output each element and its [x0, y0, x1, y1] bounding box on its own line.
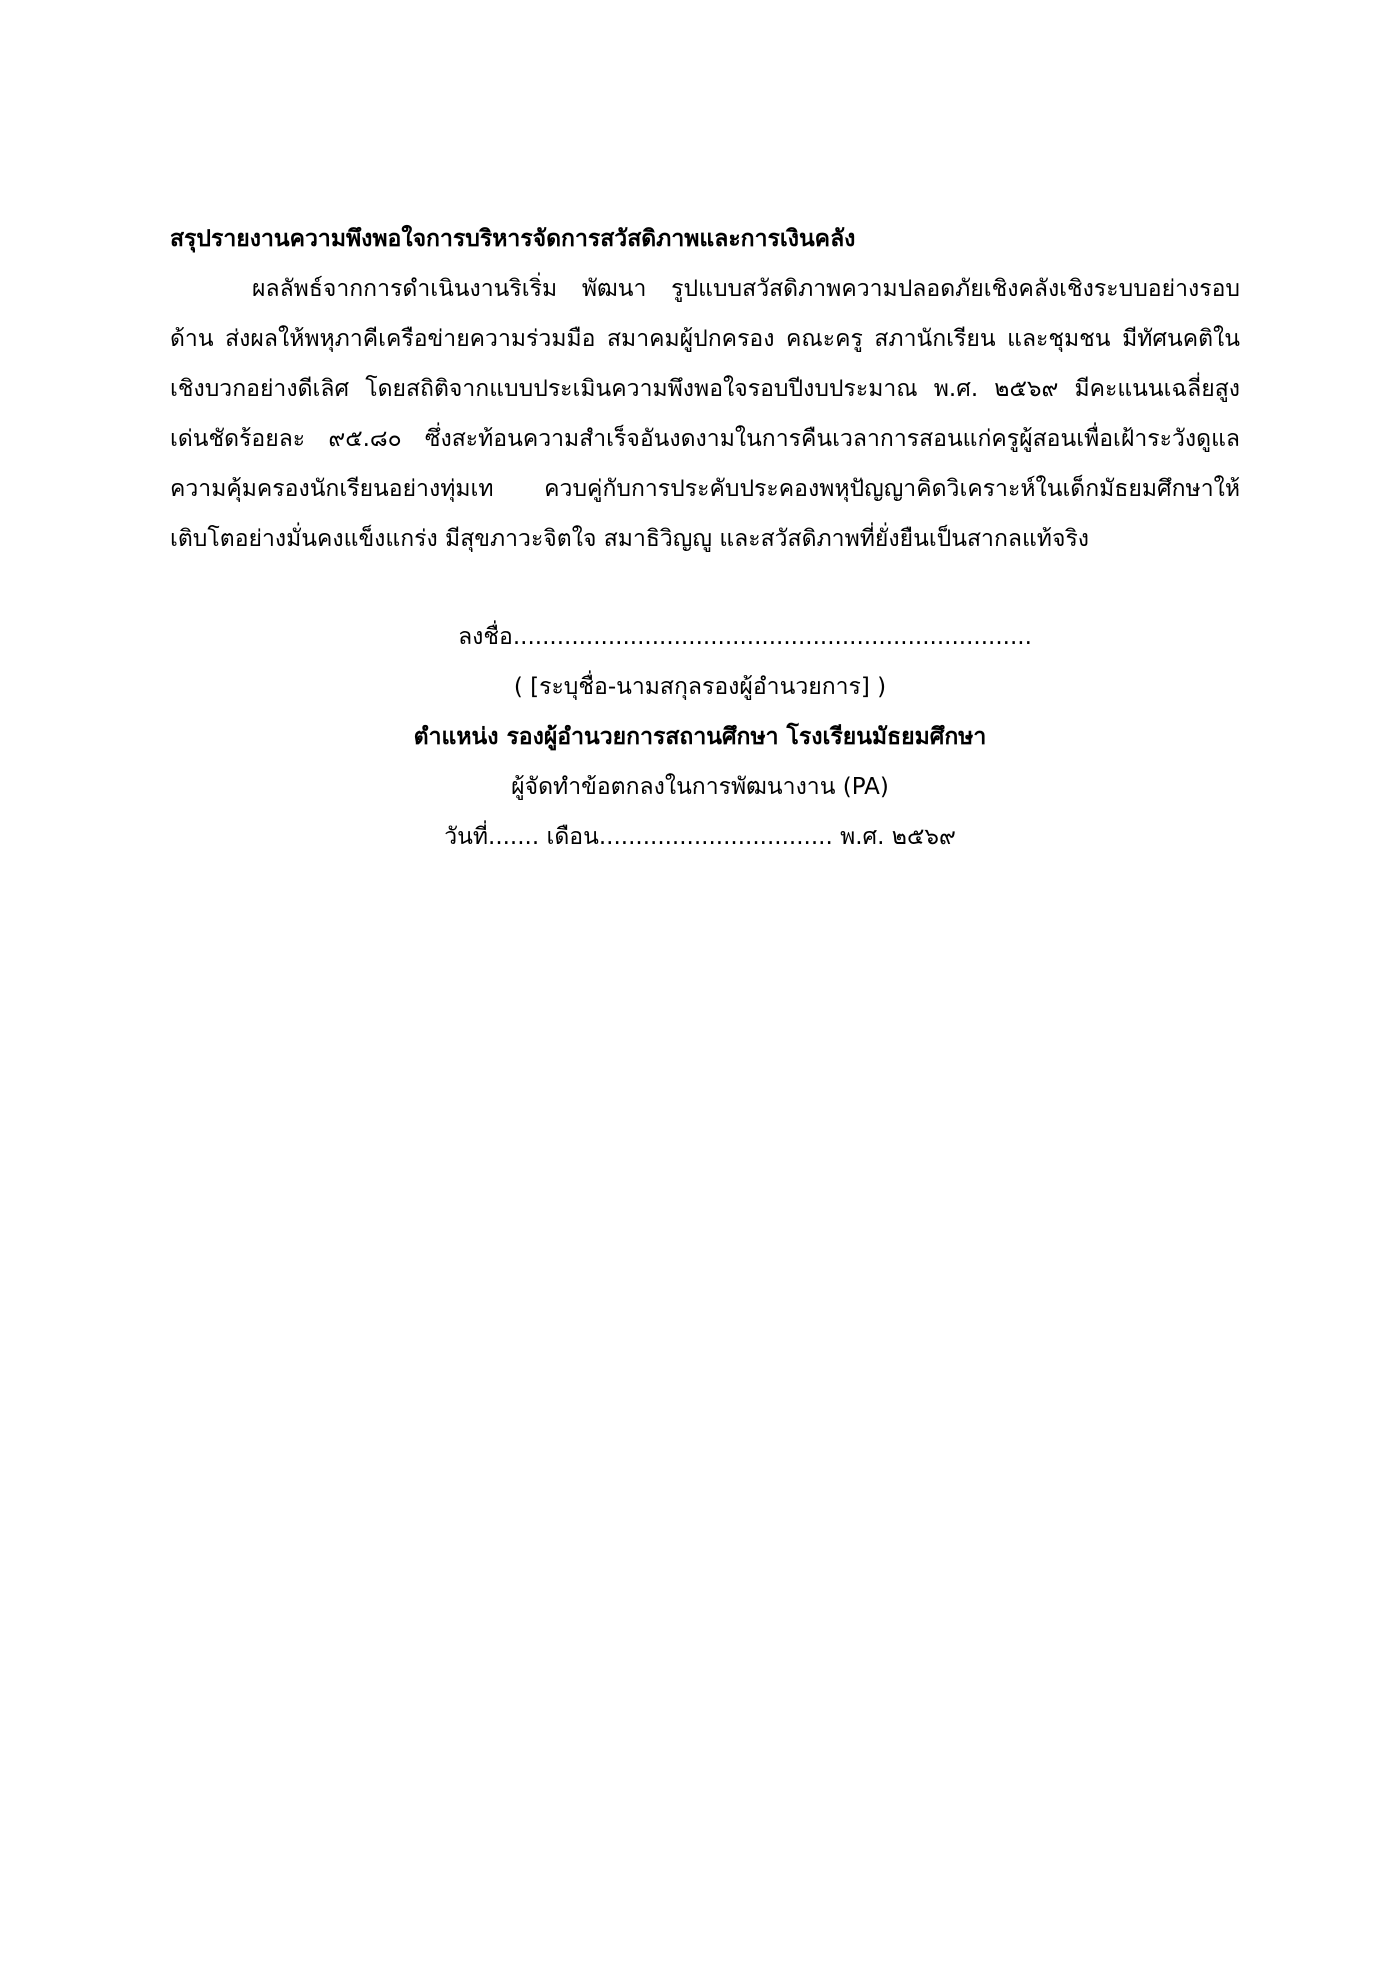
signature-line: ลงชื่อ.......................................................................: [458, 624, 1032, 650]
body-line-6: เติบโตอย่างมั่นคงแข็งแกร่ง มีสุขภาวะจิตใจ สมาธิวิญญู และสวัสดิภาพที่ยั่งยืนเป็นสากลแท้จริง: [170, 526, 1090, 552]
signer-position: ตำแหน่ง รองผู้อำนวยการสถานศึกษา โรงเรียนมัธยมศึกษา: [413, 724, 987, 750]
body-line-4: เด่นชัดร้อยละ ๙๕.๘๐ ซึ่งสะท้อนความสำเร็จอันงดงามในการคืนเวลาการสอนแก่ครูผู้สอนเพื่อเฝ้าระวังดูแล: [170, 426, 1240, 452]
document-title: สรุปรายงานความพึงพอใจการบริหารจัดการสวัสดิภาพและการเงินคลัง: [170, 226, 856, 252]
body-line-2: ด้าน ส่งผลให้พหุภาคีเครือข่ายความร่วมมือ สมาคมผู้ปกครอง คณะครู สภานักเรียน และชุมชน มีทัศนคติใน: [170, 326, 1240, 352]
body-line-1: ผลลัพธ์จากการดำเนินงานริเริ่ม พัฒนา รูปแบบสวัสดิภาพความปลอดภัยเชิงคลังเชิงระบบอย่างรอบ: [252, 276, 1240, 302]
signer-role: ผู้จัดทำข้อตกลงในการพัฒนางาน (PA): [511, 774, 889, 800]
signer-name-placeholder: ( [ระบุชื่อ-นามสกุลรองผู้อำนวยการ] ): [513, 674, 887, 700]
body-line-3: เชิงบวกอย่างดีเลิศ โดยสถิติจากแบบประเมินความพึงพอใจรอบปีงบประมาณ พ.ศ. ๒๕๖๙ มีคะแนนเฉลี่ยสูง: [170, 376, 1240, 402]
document-body: [170, 272, 1240, 572]
signature-date-line: วันที่....... เดือน................................ พ.ศ. ๒๕๖๙: [444, 824, 956, 850]
signature-line-row: [0, 620, 1400, 670]
signature-block: [0, 620, 1400, 870]
body-line-5: ความคุ้มครองนักเรียนอย่างทุ่มเท ควบคู่กับการประคับประคองพหุปัญญาคิดวิเคราะห์ในเด็กมัธยมศึกษาให้: [170, 476, 1240, 502]
